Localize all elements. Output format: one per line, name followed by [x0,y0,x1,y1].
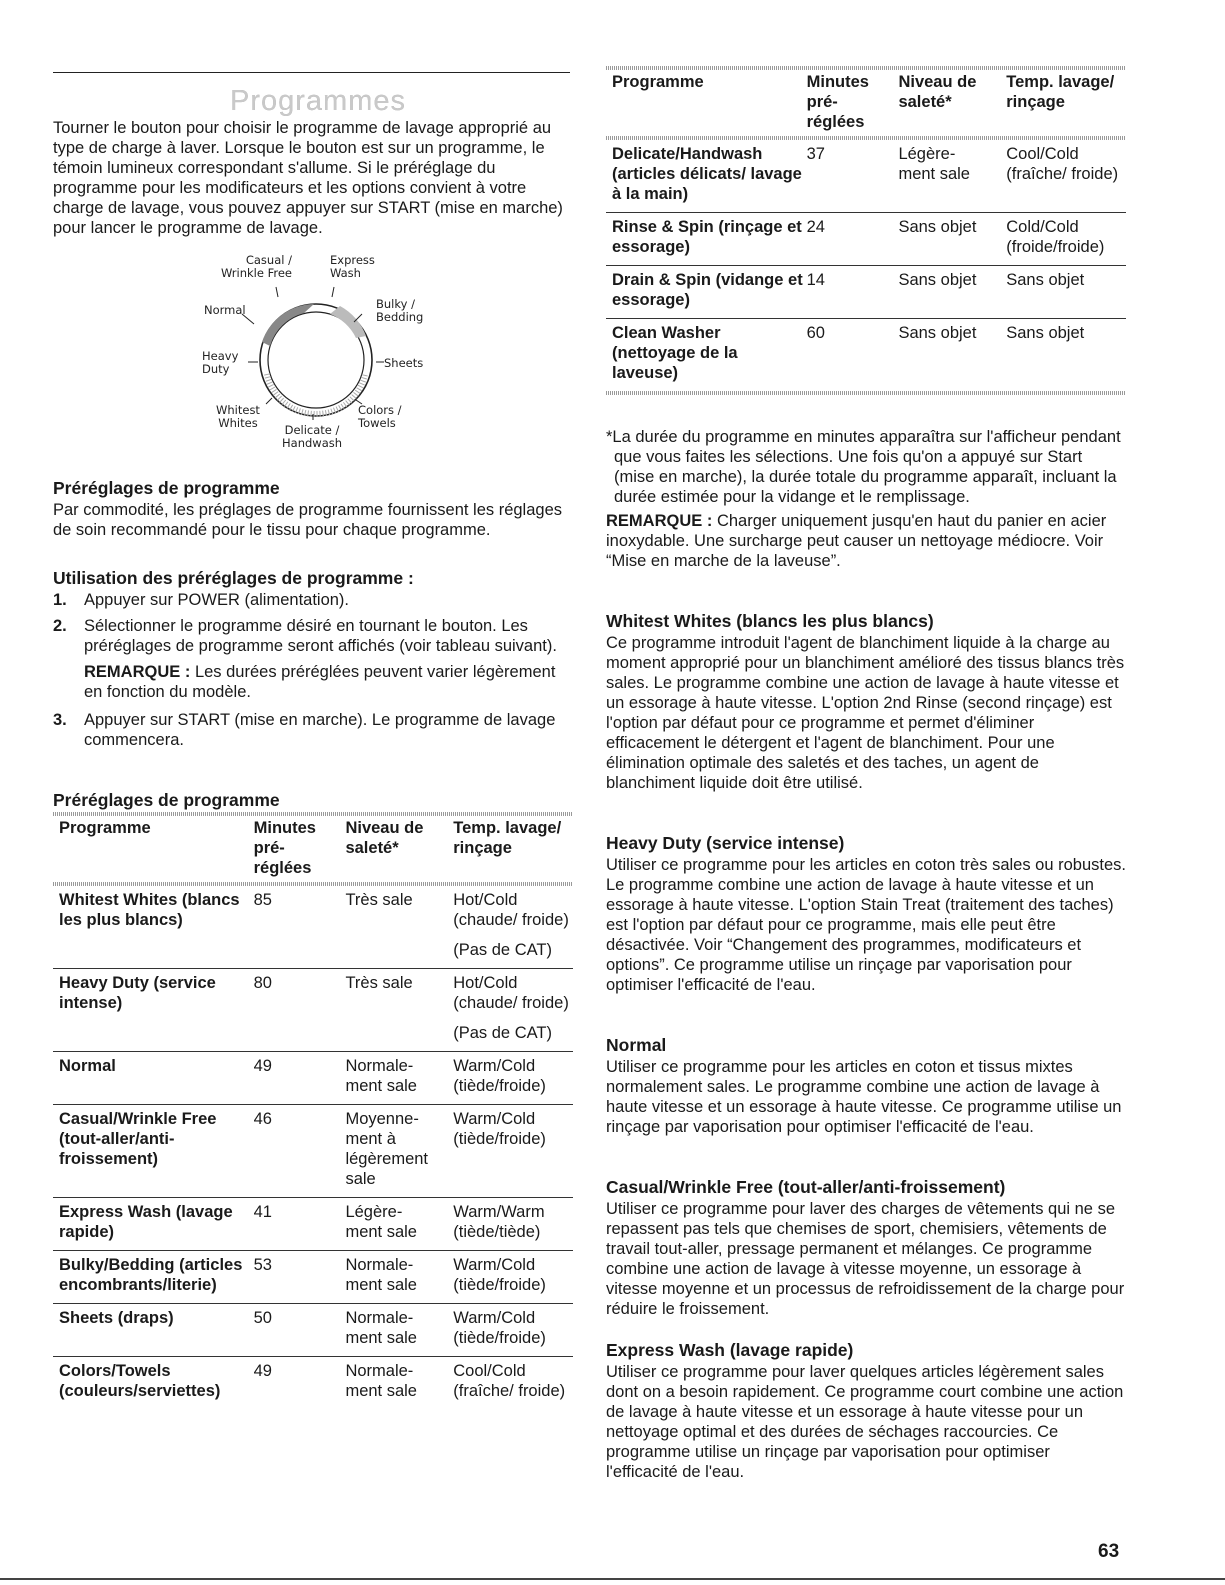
cell-soil [345,1202,453,1242]
cell-temp [1006,144,1126,204]
remark-text: Les durées préréglées peuvent varier légèrement en fonction du modèle. [84,663,556,701]
express-text: Utiliser ce programme pour laver quelques articles légèrement sales dont on a besoin rapidement. Ce programme court combine une action de lavage à haute vitesse et un essorage à haute vitesse pour un nettoyage optimal et des durées de séchages raccourcies. Ce programme utilise un rinçage par vaporisation pour optimiser l'efficacité de l'eau. [606,1363,1124,1481]
intro-paragraph: Tourner le bouton pour choisir le programme de lavage approprié au type de charge à laver. Lorsque le bouton est sur un programme, le témoin lumineux correspondant s'allume. Si le préréglage du programme pour les modificateurs et les options convient à votre charge de lavage, vous pouvez appuyer sur START (mise en marche) pour lancer le programme de lavage. [53,119,563,237]
cell-program [59,973,254,1043]
cell-temp [453,1361,573,1401]
cell-minutes-text: 80 [253,974,272,992]
normal-heading: Normal [606,1035,667,1055]
cell-minutes-text: 46 [253,1110,272,1128]
step-2-text: Sélectionner le programme désiré en tournant le bouton. Les préréglages de programme seront affichés (voir tableau suivant). [84,617,557,655]
cell-program [59,1255,254,1295]
cell-soil-text: Sans objet [898,218,977,236]
table-header [53,816,573,882]
cell-soil [898,217,1006,257]
cell-soil [345,1109,453,1189]
header-program: Programme [612,73,704,91]
cell-program [59,1056,254,1096]
cell-minutes-text: 49 [253,1362,272,1380]
step-3-number: 3. [53,711,67,729]
cell-soil-text: Légère- ment sale [898,145,970,183]
cell-temp-text: Cold/Cold (froide/froide) [1006,218,1105,256]
cell-program-text: Normal [59,1057,116,1075]
table-row [606,266,1126,319]
cell-temp-text: Hot/Cold (chaude/ froide) [453,974,569,1012]
cell-temp [453,1308,573,1348]
cell-temp-text: Warm/Cold (tiède/froide) [453,1057,546,1095]
cell-soil-text: Normale- ment sale [345,1362,417,1400]
cell-temp-text: Cool/Cold (fraîche/ froide) [1006,145,1119,183]
presets-heading: Préréglages de programme [53,478,280,498]
header-soil: Niveau de saleté* [345,819,424,857]
cell-program [612,217,807,257]
footnote-text: *La durée du programme en minutes apparaîtra sur l'afficheur pendant que vous faites les sélections. Une fois qu'on a appuyé sur Start (mise en marche), la durée totale du programme apparaît, incluant la durée estimée pour la vidange et le remplissage. [606,428,1121,506]
cell-minutes [254,1255,346,1295]
table-row [53,969,573,1052]
cell-soil [898,323,1006,383]
page-number: 63 [1098,1541,1120,1562]
dial-label-express: Express Wash [330,253,375,280]
cell-soil-text: Sans objet [898,271,977,289]
cell-temp-text: Sans objet [1006,271,1085,289]
cell-soil [345,1308,453,1348]
cell-program [59,890,254,960]
cell-temp-text: Warm/Cold (tiède/froide) [453,1110,546,1148]
cell-minutes-text: 53 [253,1256,272,1274]
cell-minutes [254,1109,346,1189]
cell-program-text: Rinse & Spin (rinçage et essorage) [612,218,802,256]
cell-soil [345,973,453,1043]
cell-soil-text: Normale- ment sale [345,1309,417,1347]
cell-soil-text: Très sale [345,974,413,992]
cell-minutes-text: 60 [806,324,825,342]
cell-temp [453,973,573,1043]
table-row [606,213,1126,266]
table-row [606,140,1126,213]
top-rule [53,72,570,73]
cell-temp [453,1255,573,1295]
cell-minutes [254,1308,346,1348]
cell-minutes [807,144,899,204]
cell-soil [345,1056,453,1096]
step-1-text: Appuyer sur POWER (alimentation). [84,591,350,609]
cell-temp-text: Hot/Cold (chaude/ froide) [453,891,569,929]
header-program: Programme [59,819,151,837]
cell-soil-text: Moyenne- ment à légèrement sale [345,1110,429,1188]
cell-temp [1006,270,1126,310]
cell-program [59,1202,254,1242]
cell-soil-text: Légère- ment sale [345,1203,417,1241]
cell-minutes-text: 50 [253,1309,272,1327]
usage-heading: Utilisation des préréglages de programme : [53,568,414,588]
cell-program-text: Bulky/Bedding (articles encombrants/literie) [59,1256,243,1294]
dial-label-heavy: Heavy Duty [202,349,239,376]
bottom-rule [0,1578,1225,1580]
cell-program [612,323,807,383]
cell-temp [453,1109,573,1189]
dial-label-bulky: Bulky / Bedding [376,297,424,324]
cell-temp [453,890,573,960]
whitest-text: Ce programme introduit l'agent de blanchiment liquide à la charge au moment approprié pour un blanchiment amélioré des tissus blancs très sales. Le programme combine une action de lavage à haute vitesse et un essorage à haute vitesse. L'option 2nd Rinse (second rinçage) est l'option par défaut pour ce programme et permet d'éliminer efficacement le détergent et l'agent de blanchiment. Pour une élimination optimale des saletés et des taches, un agent de blanchiment liquide doit être utilisé. [606,634,1125,792]
cell-program-text: Whitest Whites (blancs les plus blancs) [59,891,240,929]
cell-program-text: Sheets (draps) [59,1309,174,1327]
presets-table-right [606,66,1126,395]
header-temp: Temp. lavage/ rinçage [453,819,562,857]
cell-temp [1006,217,1126,257]
cell-soil [345,1361,453,1401]
cell-soil-text: Sans objet [898,324,977,342]
remark2-text: Charger uniquement jusqu'en haut du panier en acier inoxydable. Une surcharge peut causer un nettoyage médiocre. Voir “Mise en marche de la laveuse”. [606,512,1107,570]
dial-label-sheets: Sheets [384,356,424,370]
table-row [606,319,1126,391]
table-hatch-bottom [606,391,1126,395]
header-soil: Niveau de saleté* [898,73,977,111]
cell-soil [345,890,453,960]
cell-program-text: Express Wash (lavage rapide) [59,1203,233,1241]
cell-soil [898,144,1006,204]
cell-program-text: Drain & Spin (vidange et essorage) [612,271,803,309]
program-dial [196,254,436,454]
cell-program-text: Clean Washer (nettoyage de la laveuse) [612,324,738,382]
heavy-text: Utiliser ce programme pour les articles en coton très sales ou robustes. Le programme combine une action de lavage à haute vitesse et un essorage à haute vitesse. L'option Stain Treat (traitement des taches) est l'option par défaut pour ce programme, mais elle peut être désactivée. Voir “Changement des programmes, modificateurs et options”. Ce programme utilise un rinçage par vaporisation pour optimiser l'efficacité de l'eau. [606,856,1126,994]
cell-minutes-text: 85 [253,891,272,909]
cell-temp-text: Warm/Cold (tiède/froide) [453,1256,546,1294]
cell-minutes-text: 24 [806,218,825,236]
cell-soil [898,270,1006,310]
presets-text: Par commodité, les préglages de programme fournissent les réglages de soin recommandé pour le tissu pour chaque programme. [53,501,563,539]
cell-program-text: Casual/Wrinkle Free (tout-aller/anti- froissement) [59,1110,217,1168]
cell-program-text: Delicate/Handwash (articles délicats/ lavage à la main) [612,145,802,203]
cell-temp [453,1056,573,1096]
page-title: Programmes [230,85,406,117]
cell-minutes [807,270,899,310]
table-row [53,1251,573,1304]
table-row [53,1357,573,1409]
heavy-heading: Heavy Duty (service intense) [606,833,845,853]
cell-soil-text: Normale- ment sale [345,1256,417,1294]
table-row [53,1052,573,1105]
header-minutes: Minutes pré- réglées [253,819,316,877]
cell-program [59,1308,254,1348]
cell-temp-text: Cool/Cold (fraîche/ froide) [453,1362,566,1400]
cell-minutes [254,890,346,960]
dial-label-whitest: Whitest Whites [216,403,260,430]
step-3-text: Appuyer sur START (mise en marche). Le programme de lavage commencera. [84,711,556,749]
table-row [53,1198,573,1251]
cell-soil-text: Normale- ment sale [345,1057,417,1095]
table-row [53,1105,573,1198]
cell-note: (Pas de CAT) [453,1024,552,1042]
step-3 [53,710,573,750]
cell-minutes [807,217,899,257]
cell-program [59,1361,254,1401]
cell-minutes-text: 37 [806,145,825,163]
header-temp: Temp. lavage/ rinçage [1006,73,1115,111]
step-1-number: 1. [53,591,67,609]
cell-minutes-text: 14 [806,271,825,289]
cell-minutes [254,1361,346,1401]
cell-minutes [807,323,899,383]
casual-heading: Casual/Wrinkle Free (tout-aller/anti-froissement) [606,1177,1006,1197]
cell-minutes-text: 49 [253,1057,272,1075]
cell-soil [345,1255,453,1295]
cell-program-text: Colors/Towels (couleurs/serviettes) [59,1362,221,1400]
cell-note: (Pas de CAT) [453,941,552,959]
cell-minutes [254,1202,346,1242]
dial-label-colors: Colors / Towels [358,403,402,430]
normal-text: Utiliser ce programme pour les articles en coton et tissus mixtes normalement sales. Le programme combine une action de lavage à haute vitesse et un essorage à haute vitesse. Ce programme utilise un rinçage par vaporisation pour optimiser l'efficacité de l'eau. [606,1058,1122,1136]
remark2-label: REMARQUE : [606,512,713,530]
cell-program [612,144,807,204]
step-2-number: 2. [53,617,67,635]
cell-temp-text: Warm/Warm (tiède/tiède) [453,1203,545,1241]
whitest-heading: Whitest Whites (blancs les plus blancs) [606,611,934,631]
header-minutes: Minutes pré- réglées [806,73,869,131]
cell-temp [453,1202,573,1242]
step-2-remark [53,662,573,702]
step-2 [53,616,573,656]
cell-program [612,270,807,310]
dial-label-casual: Casual / Wrinkle Free [220,253,292,280]
cell-temp-text: Warm/Cold (tiède/froide) [453,1309,546,1347]
cell-minutes [254,973,346,1043]
dial-label-delicate: Delicate / Handwash [282,423,343,450]
remark-label: REMARQUE : [84,663,191,681]
usage-steps [53,590,573,750]
cell-temp-text: Sans objet [1006,324,1085,342]
cell-program-text: Heavy Duty (service intense) [59,974,216,1012]
cell-minutes-text: 41 [253,1203,272,1221]
dial-label-normal: Normal [204,303,246,317]
presets-table-left [53,812,573,1409]
table-header [606,70,1126,136]
casual-text: Utiliser ce programme pour laver des charges de vêtements qui ne se repassent pas tels que chemises de sport, chemisiers, vêtements de travail tout-aller, pressage permanent et mélanges. Ce programme combine une action de lavage à vitesse moyenne, un essorage à vitesse moyenne et un processus de refroidissement de la charge pour réduire le froissement. [606,1200,1125,1318]
cell-temp [1006,323,1126,383]
footnote-block [606,427,1126,571]
table-row [53,886,573,969]
express-heading: Express Wash (lavage rapide) [606,1340,854,1360]
remark2-paragraph [606,511,1126,571]
cell-program [59,1109,254,1189]
cell-minutes [254,1056,346,1096]
step-1 [53,590,573,610]
cell-soil-text: Très sale [345,891,413,909]
table-row [53,1304,573,1357]
table-heading: Préréglages de programme [53,790,280,810]
